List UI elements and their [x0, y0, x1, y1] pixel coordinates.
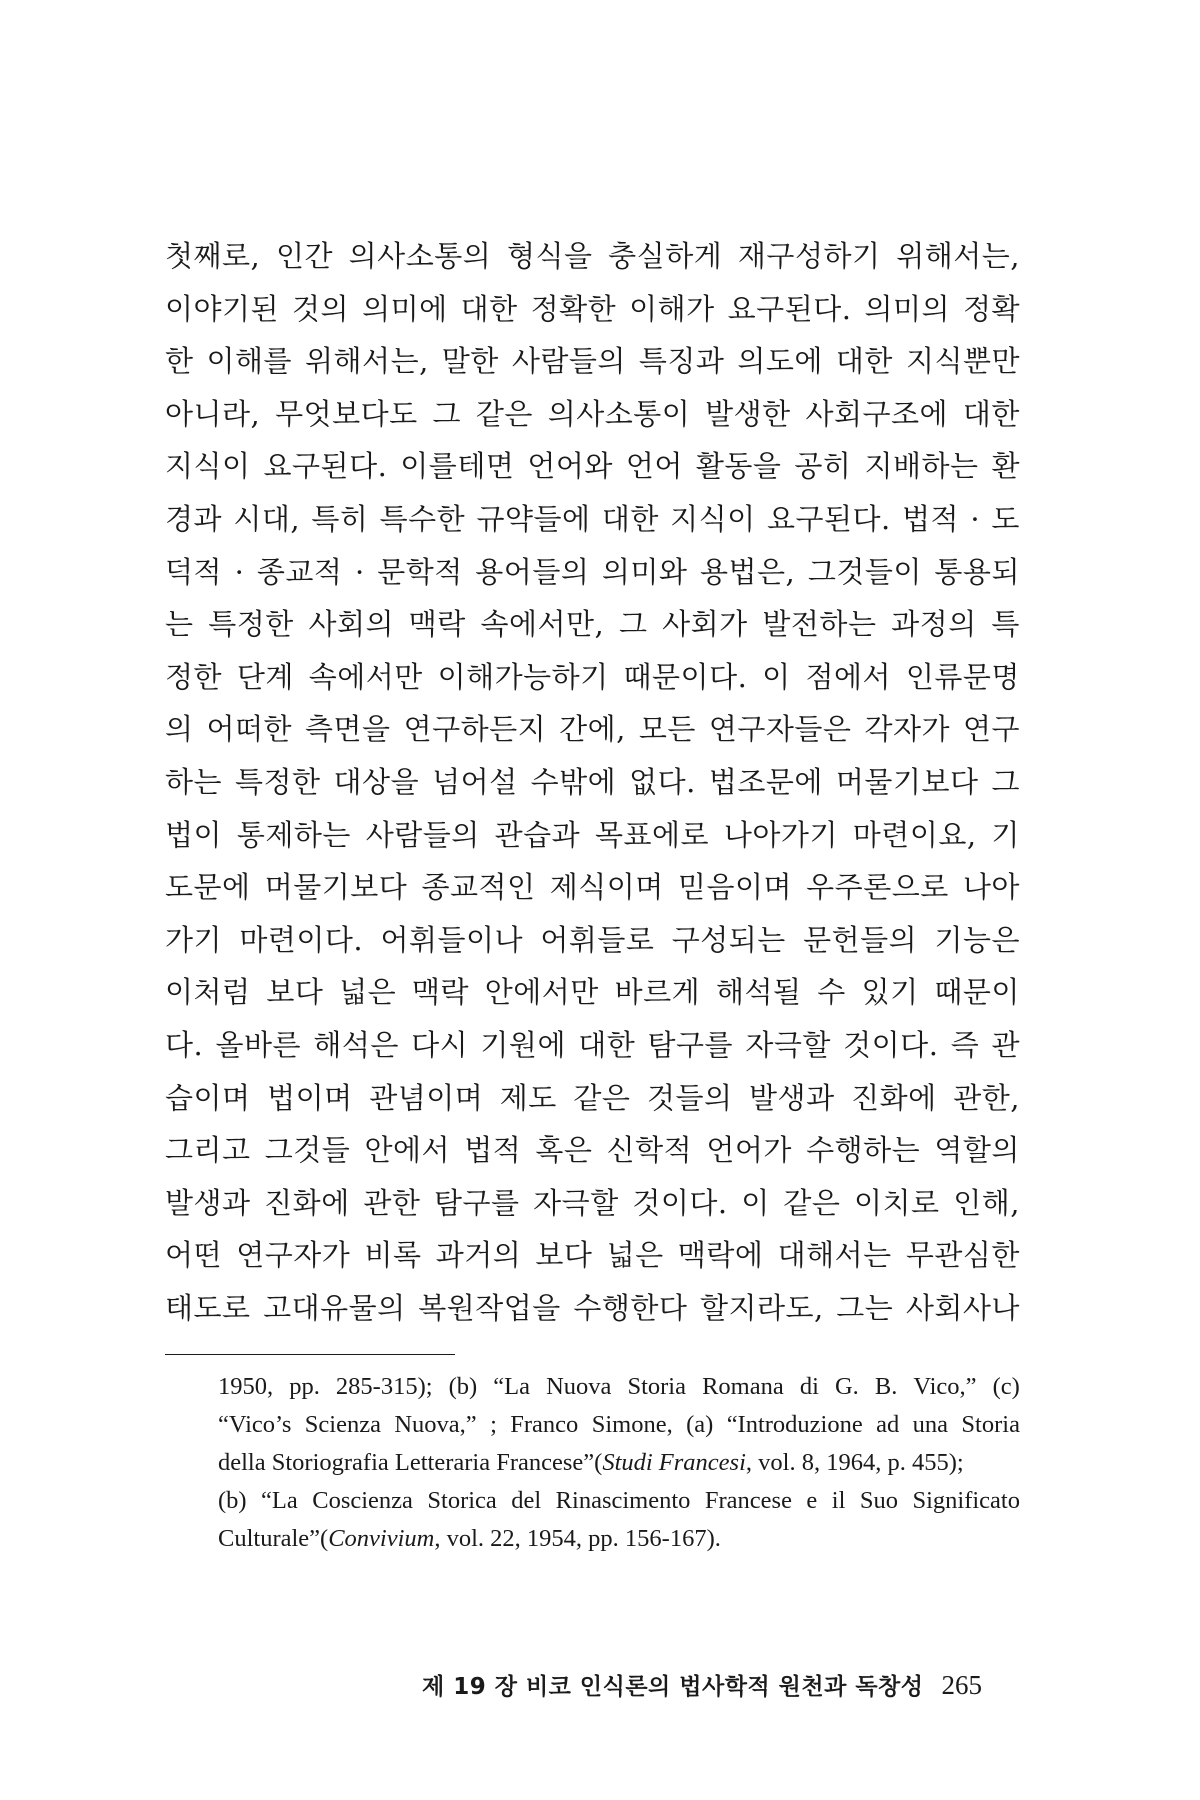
text-line-3: 한 이해를 위해서는, 말한 사람들의 특징과 의도에 대한 지식뿐만 — [165, 344, 1020, 379]
footnote-line-2: “Vico’s Scienza Nuova,” ; Franco Simone, (a) “Introduzione ad una Storia — [218, 1411, 1020, 1438]
footnote-line-5-text: Culturale”( — [218, 1525, 329, 1552]
text-line-18: 그리고 그것들 안에서 법적 혹은 신학적 언어가 수행하는 역할의 — [165, 1133, 1020, 1168]
text-line-5: 지식이 요구된다. 이를테면 언어와 언어 활동을 공히 지배하는 환 — [165, 449, 1020, 484]
text-line-19: 발생과 진화에 관한 탐구를 자극할 것이다. 이 같은 이치로 인해, — [165, 1185, 1020, 1220]
footnote-line-5 — [218, 1520, 1020, 1558]
running-footer — [422, 1665, 1022, 1705]
text-line-16: 다. 올바른 해석은 다시 기원에 대한 탐구를 자극할 것이다. 즉 관 — [165, 1027, 1020, 1062]
text-line-6: 경과 시대, 특히 특수한 규약들에 대한 지식이 요구된다. 법적 · 도 — [165, 501, 1020, 536]
footnote-separator — [165, 1354, 455, 1355]
text-line-8: 는 특정한 사회의 맥락 속에서만, 그 사회가 발전하는 과정의 특 — [165, 607, 1020, 642]
text-line-14: 가기 마련이다. 어휘들이나 어휘들로 구성되는 문헌들의 기능은 — [165, 922, 1020, 957]
text-line-17: 습이며 법이며 관념이며 제도 같은 것들의 발생과 진화에 관한, — [165, 1080, 1020, 1115]
text-line-11: 하는 특정한 대상을 넘어설 수밖에 없다. 법조문에 머물기보다 그 — [165, 764, 1020, 799]
footnote — [218, 1368, 1020, 1558]
footnote-line-3-citation: , vol. 8, 1964, p. 455); — [745, 1449, 964, 1476]
footnote-line-4: (b) “La Coscienza Storica del Rinascimento Francese e il Suo Significato — [218, 1487, 1020, 1514]
text-line-1: 첫째로, 인간 의사소통의 형식을 충실하게 재구성하기 위해서는, — [165, 239, 1020, 273]
text-line-13: 도문에 머물기보다 종교적인 제식이며 믿음이며 우주론으로 나아 — [165, 870, 1020, 905]
text-line-4: 아니라, 무엇보다도 그 같은 의사소통이 발생한 사회구조에 대한 — [165, 396, 1020, 431]
text-line-15: 이처럼 보다 넓은 맥락 안에서만 바르게 해석될 수 있기 때문이 — [165, 975, 1020, 1010]
text-line-7: 덕적 · 종교적 · 문학적 용어들의 의미와 용법은, 그것들이 통용되 — [165, 554, 1020, 589]
text-line-9: 정한 단계 속에서만 이해가능하기 때문이다. 이 점에서 인류문명 — [165, 659, 1020, 694]
text-line-21: 태도로 고대유물의 복원작업을 수행한다 할지라도, 그는 사회사나 — [165, 1290, 1020, 1325]
journal-title-convivium: Convivium — [328, 1525, 435, 1552]
text-line-2: 이야기된 것의 의미에 대한 정확한 이해가 요구된다. 의미의 정확 — [165, 291, 1020, 326]
footnote-line-5-citation: , vol. 22, 1954, pp. 156-167). — [434, 1525, 721, 1552]
footnote-line-3-text: della Storiografia Letteraria Francese”( — [218, 1449, 603, 1476]
journal-title-studi-francesi: Studi Francesi — [602, 1449, 746, 1476]
footnote-line-3 — [218, 1444, 1020, 1482]
text-line-20: 어떤 연구자가 비록 과거의 보다 넓은 맥락에 대해서는 무관심한 — [165, 1238, 1020, 1273]
body-text — [165, 230, 1020, 1334]
chapter-title: 제 19 장 비코 인식론의 법사학적 원천과 독창성 — [422, 1674, 924, 1700]
footnote-line-1: 1950, pp. 285-315); (b) “La Nuova Storia Romana di G. B. Vico,” (c) — [218, 1373, 1020, 1400]
text-line-10: 의 어떠한 측면을 연구하든지 간에, 모든 연구자들은 각자가 연구 — [165, 712, 1020, 747]
page-number: 265 — [941, 1670, 982, 1700]
text-line-12: 법이 통제하는 사람들의 관습과 목표에로 나아가기 마련이요, 기 — [165, 817, 1020, 852]
